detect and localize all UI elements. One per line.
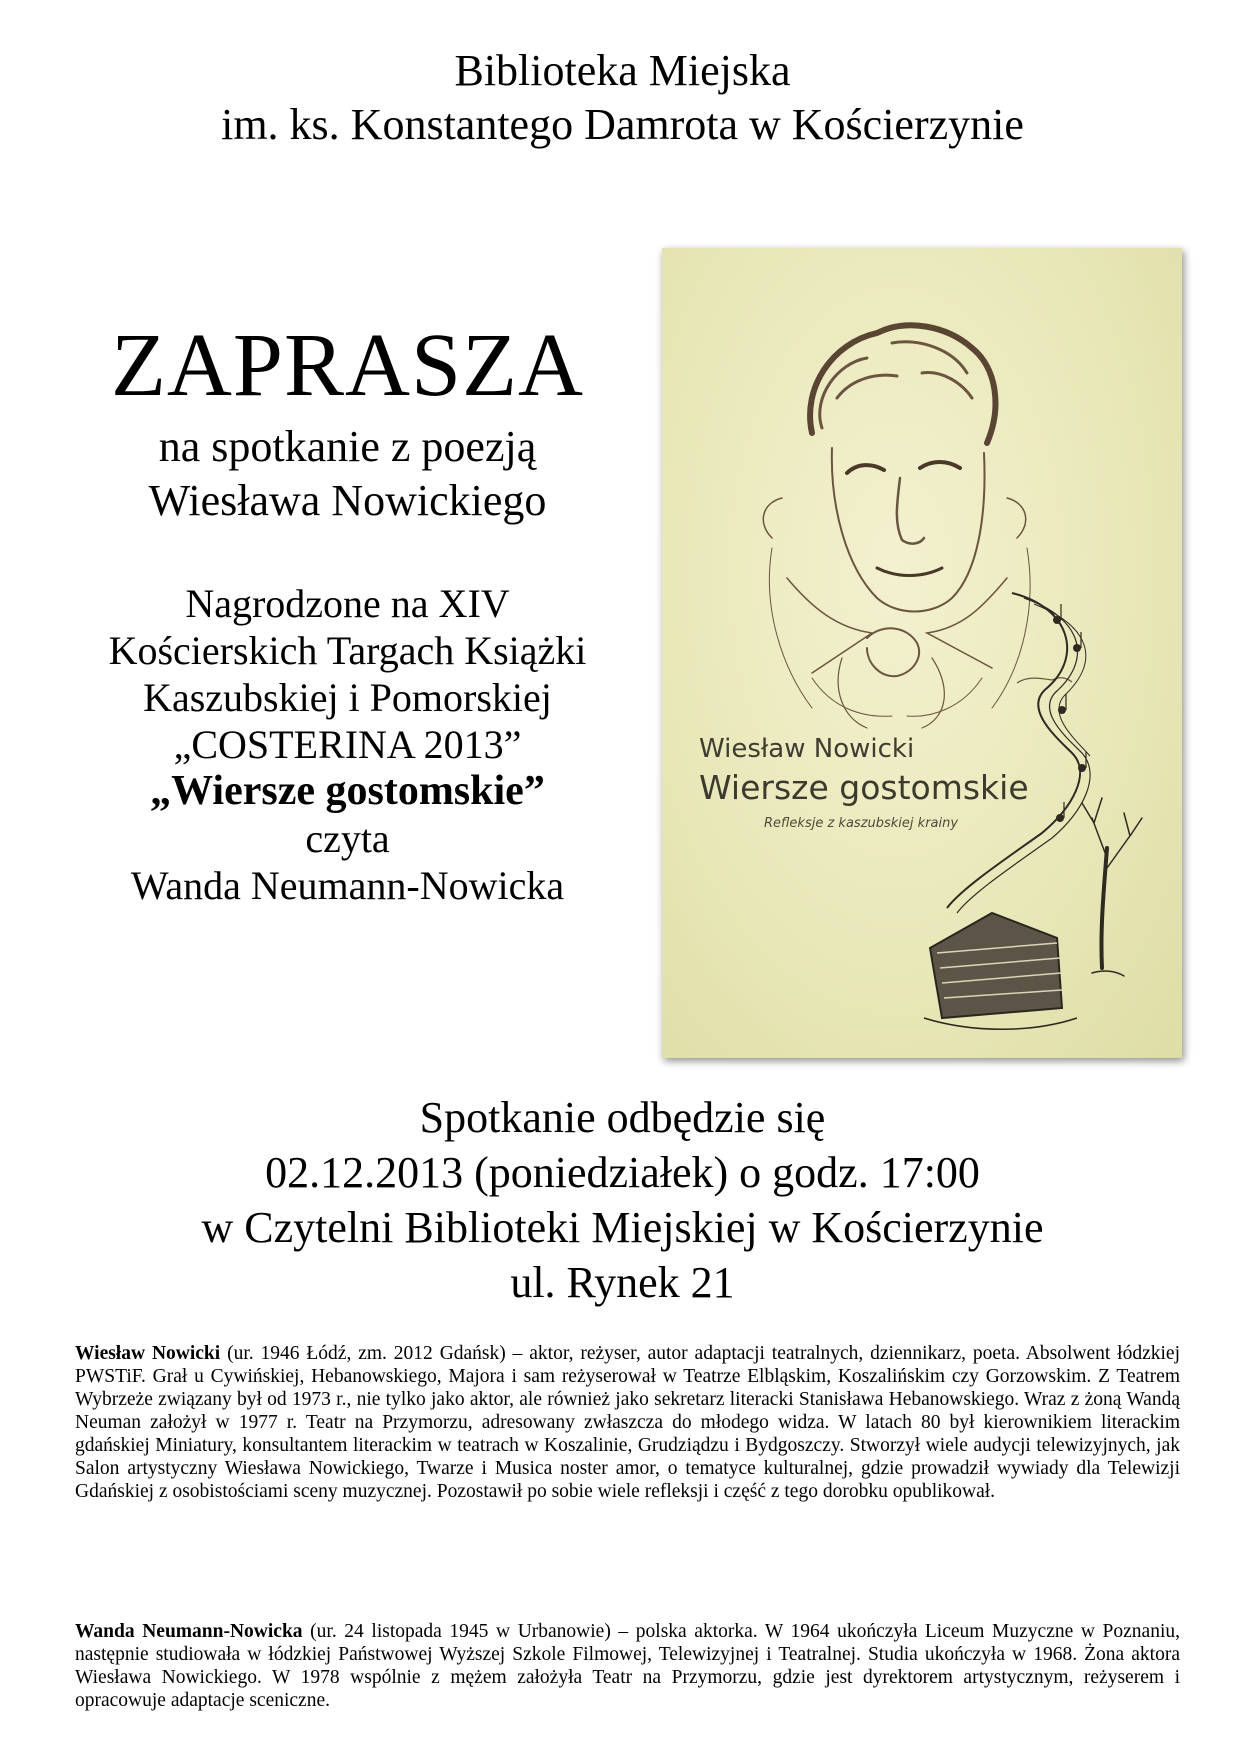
signature-mark (1017, 678, 1072, 683)
award-line-1: Nagrodzone na XIV (185, 581, 510, 626)
house-sketch (924, 913, 1077, 1029)
invite-line-2: Wiesława Nowickiego (148, 476, 547, 525)
invitation-column (60, 318, 635, 909)
portrait-sketch (763, 325, 1030, 728)
cover-author: Wiesław Nowicki (699, 734, 915, 764)
award-line-3: Kaszubskiej i Pomorskiej (143, 675, 552, 720)
library-name: Biblioteka Miejska (454, 46, 791, 95)
meeting-line-1: Spotkanie odbędzie się (419, 1093, 826, 1142)
bio-neumann-nowicka (75, 1620, 1180, 1712)
bio-neumann-name: Wanda Neumann-Nowicka (75, 1621, 303, 1642)
library-header (0, 44, 1245, 152)
library-patron: im. ks. Konstantego Damrota w Kościerzynie (221, 100, 1024, 149)
invite-text (60, 420, 635, 528)
cover-illustration (662, 248, 1182, 1058)
bio-nowicki-name: Wiesław Nowicki (75, 1343, 221, 1364)
cover-title: Wiersze gostomskie (699, 768, 1029, 807)
reads-label: czyta (305, 816, 390, 861)
book-cover (662, 248, 1182, 1058)
award-line-4: „COSTERINA 2013” (173, 722, 522, 767)
award-text (60, 580, 635, 909)
music-swirl (947, 593, 1090, 913)
invite-headline: ZAPRASZA (110, 316, 585, 415)
invite-line-1: na spotkanie z poezją (158, 422, 537, 471)
bio-nowicki-text: (ur. 1946 Łódź, zm. 2012 Gdańsk) – aktor, reżyser, autor adaptacji teatralnych, dziennikarz, poeta. Absolwent łódzkiej PWSTiF. Grał u Cywińskiej, Hebanowskiego, Majora i sam reżyserował w Teatrze Elbląskim, Koszalińskim czy Gorzowskim. Z Teatrem Wybrzeże związany był od 1973 r., nie tylko jako aktor, ale również jako sekretarz literacki Stanisława Hebanowskiego. Wraz z żoną Wandą Neuman założył w 1977 r. Teatr na Przymorzu, adresowany zwłaszcza do młodego widza. W latach 80 był kierownikiem literackim gdańskiej Miniatury, konsultantem literackim w teatrach w Koszalinie, Grudziądzu i Bydgoszczy. Stworzył wiele audycji telewizyjnych, jak Salon artystyczny Wiesława Nowickiego, Twarze i Musica noster amor, o tematyce kulturalnej, gdzie prowadził wywiady dla Telewizji Gdańskiej z osobistościami sceny muzycznej. Pozostawił po sobie wiele refleksji i część z tego dorobku opublikował. (75, 1343, 1180, 1502)
bio-nowicki (75, 1342, 1180, 1503)
meeting-date: 02.12.2013 (poniedziałek) o godz. 17:00 (265, 1148, 980, 1197)
meeting-venue: w Czytelni Biblioteki Miejskiej w Kościerzynie (201, 1203, 1044, 1252)
meeting-address: ul. Rynek 21 (510, 1258, 735, 1307)
cover-subtitle: Refleksje z kaszubskiej krainy (764, 816, 959, 831)
tree-sketch (1082, 798, 1142, 976)
book-title: „Wiersze gostomskie” (150, 768, 545, 814)
meeting-details (0, 1090, 1245, 1310)
reader-name: Wanda Neumann-Nowicka (130, 863, 565, 908)
bio-neumann-text: (ur. 24 listopada 1945 w Urbanowie) – polska aktorka. W 1964 ukończyła Liceum Muzyczne w Poznaniu, następnie studiowała w łódzkiej Państwowej Wyższej Szkole Filmowej, Telewizyjnej i Teatralnej. Studia ukończyła w 1968. Żona aktora Wiesława Nowickiego. W 1978 wspólnie z mężem założyła Teatr na Przymorzu, gdzie jest dyrektorem artystycznym, reżyserem i opracowuje adaptacje sceniczne. (75, 1621, 1180, 1711)
award-line-2: Kościerskich Targach Książki (108, 628, 587, 673)
